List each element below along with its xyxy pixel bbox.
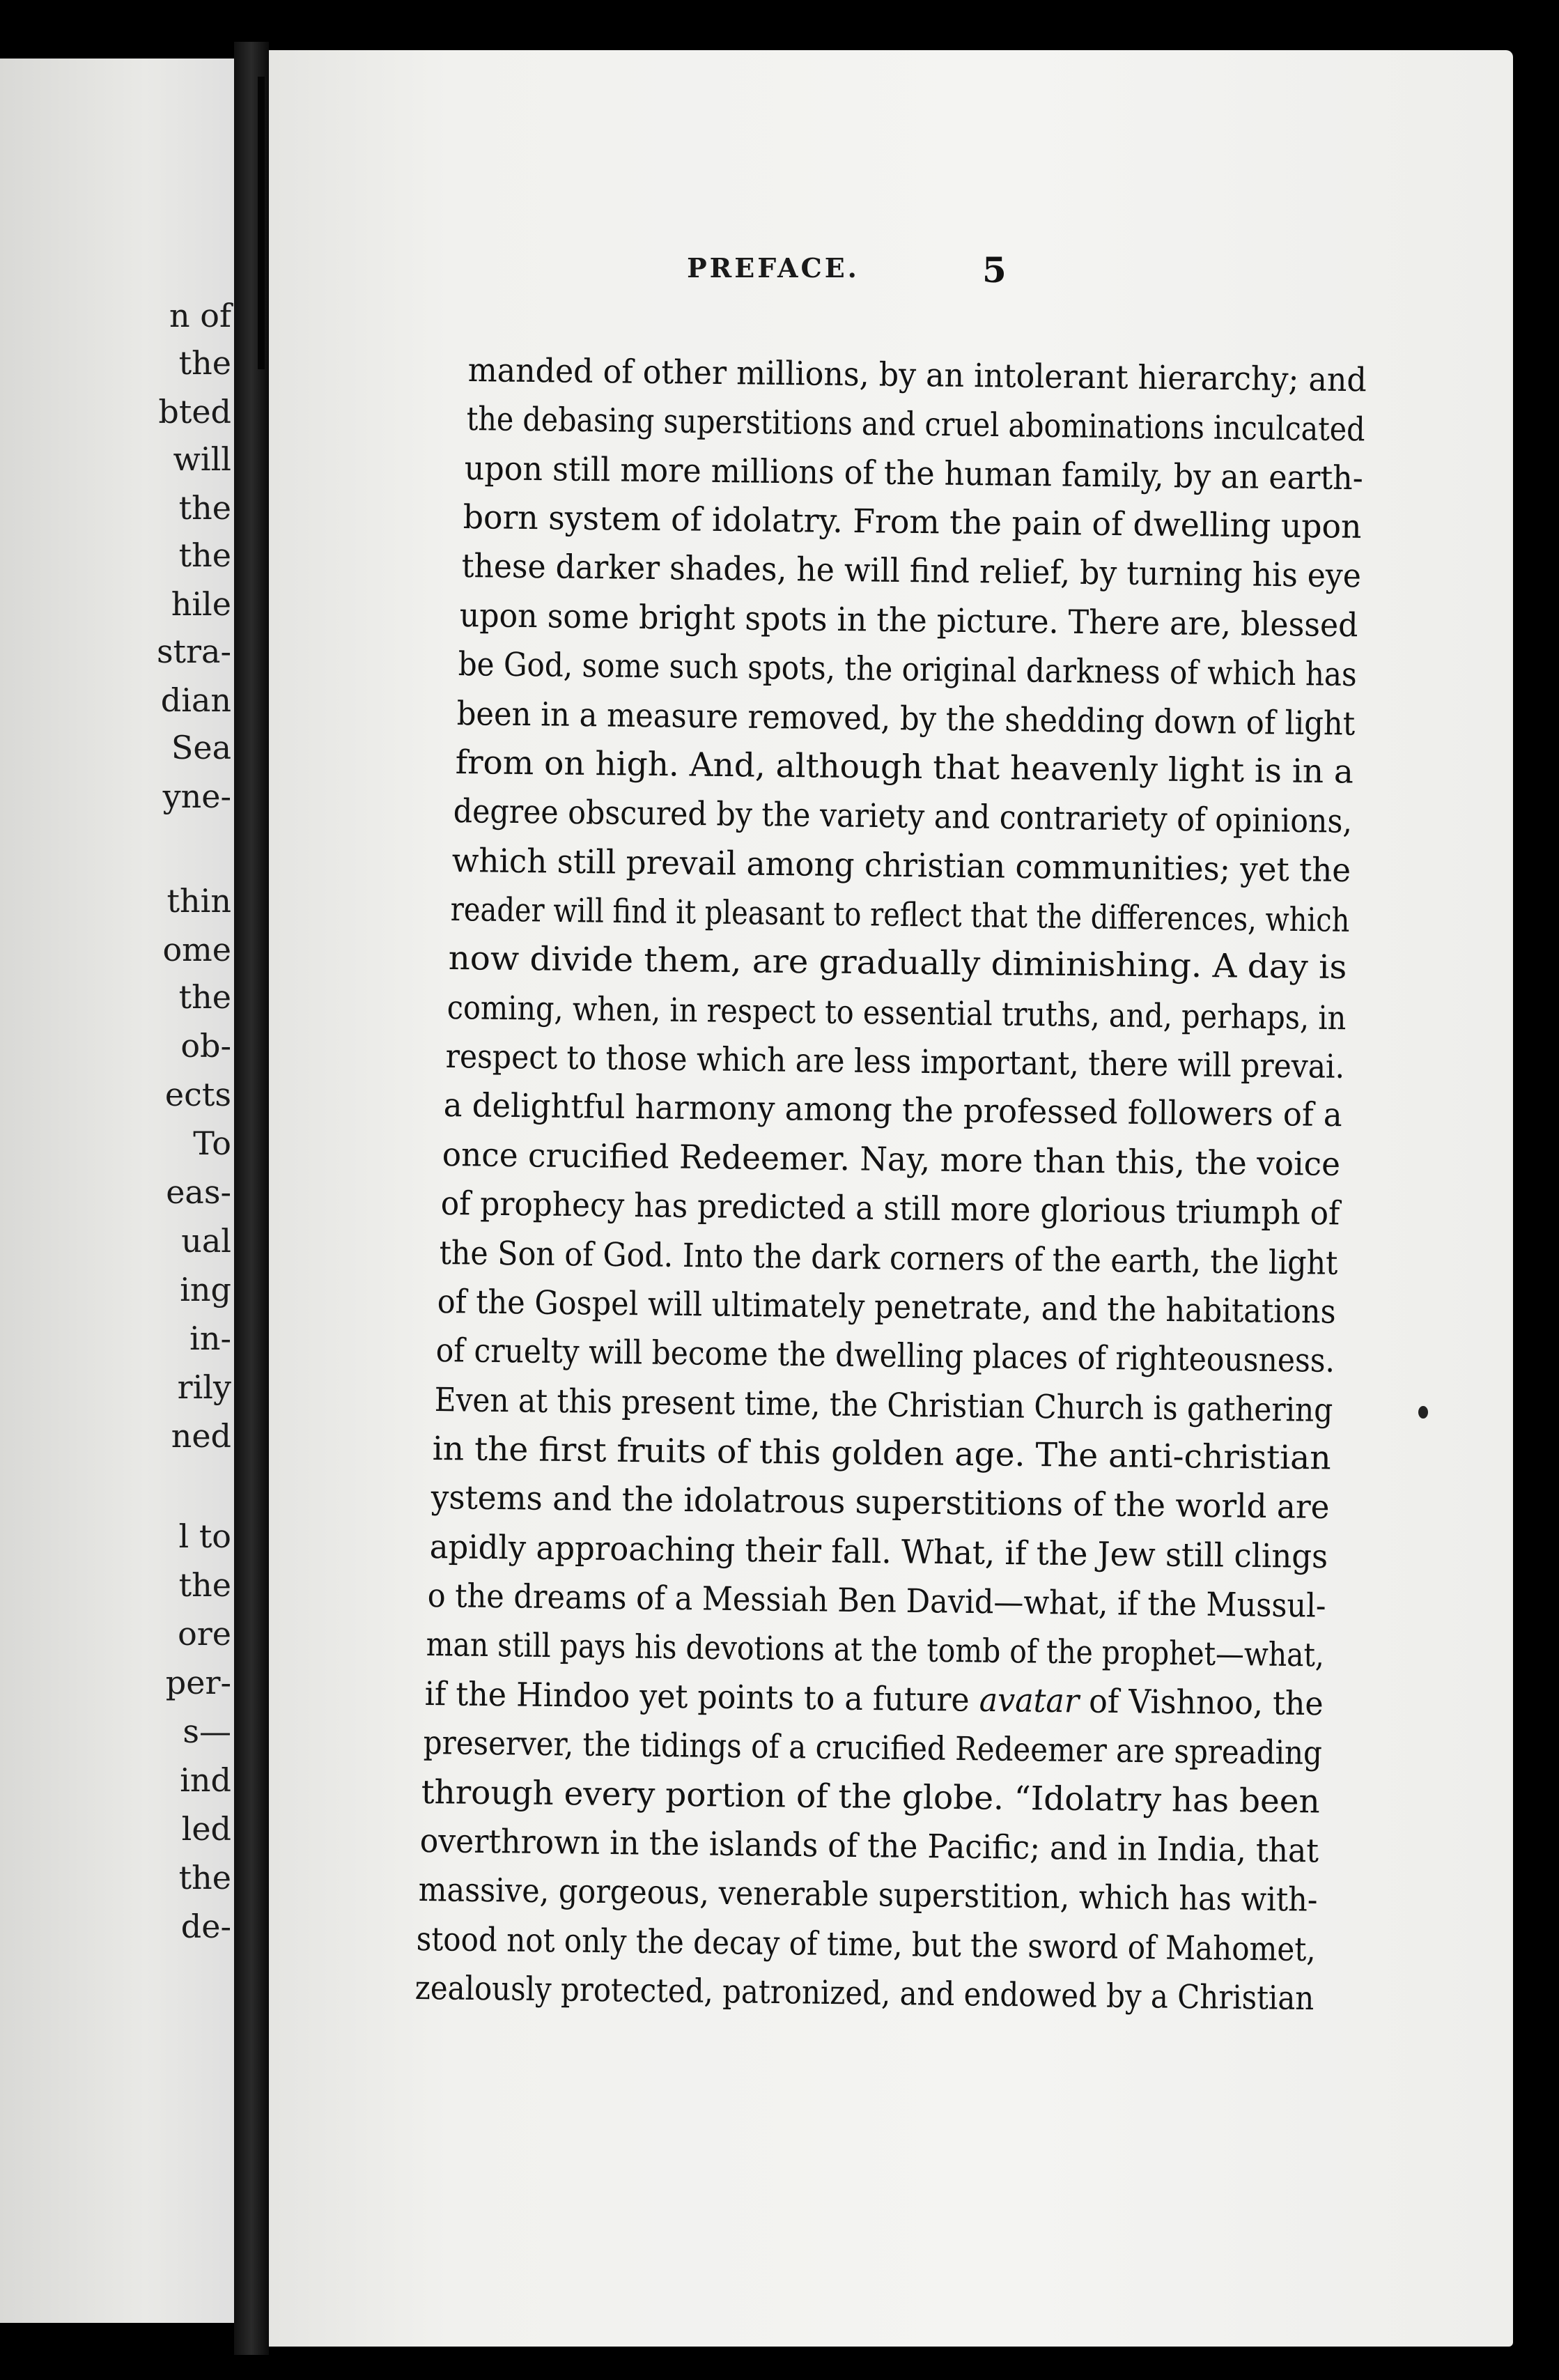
left-page-line: ind — [180, 1761, 231, 1799]
left-page-line: bted — [158, 393, 231, 431]
body-line: zealously protected, patronized, and endowed by a Christian — [414, 1969, 1314, 2018]
body-line: now divide them, are gradually diminishing. A day is — [448, 939, 1347, 987]
body-line: from on high. And, although that heavenly light is in a — [455, 743, 1354, 791]
left-page-line: yne- — [162, 778, 231, 815]
body-line: through every portion of the globe. “Idolatry has been — [421, 1773, 1320, 1821]
left-page-line: ore — [178, 1615, 231, 1653]
left-page-line: thin — [166, 882, 231, 920]
left-page-line: s— — [183, 1713, 231, 1750]
body-line: upon some bright spots in the picture. There are, blessed — [459, 596, 1358, 645]
body-line: manded of other millions, by an intolerant hierarchy; and — [467, 351, 1367, 400]
ink-speck — [1418, 1406, 1428, 1419]
body-line: of prophecy has predicted a still more glorious triumph of — [440, 1184, 1340, 1233]
body-line: preserver, the tidings of a crucified Redeemer are spreading — [423, 1724, 1323, 1773]
left-page-line: per- — [165, 1664, 231, 1701]
left-page-line: will — [173, 440, 231, 478]
italic-word: avatar — [979, 1680, 1080, 1721]
body-line: be God, some such spots, the original darkness of which has — [458, 645, 1357, 695]
body-line: apidly approaching their fall. What, if the Jew still clings — [429, 1528, 1328, 1577]
body-line: Even at this present time, the Christian Church is gathering — [434, 1381, 1333, 1430]
left-page-line: the — [178, 1859, 231, 1896]
left-page-line: the — [178, 1566, 231, 1604]
page-number: 5 — [982, 249, 1007, 291]
body-line: once crucified Redeemer. Nay, more than this, the voice — [442, 1136, 1341, 1184]
body-line: these darker shades, he will find relief, by turning his eye — [461, 547, 1362, 596]
body-line: degree obscured by the variety and contrariety of opinions, — [453, 792, 1353, 841]
left-page-line: ob- — [180, 1027, 231, 1065]
left-page-line: eas- — [166, 1173, 231, 1211]
body-line-segment: if the Hindoo yet points to a future — [424, 1675, 980, 1720]
left-page-line: the — [178, 489, 231, 527]
body-line: stood not only the decay of time, but the sword of Mahomet, — [416, 1920, 1316, 1970]
body-line: reader will find it pleasant to reflect that the differences, which — [450, 890, 1350, 940]
body-line — [424, 1675, 1324, 1724]
left-page-line: led — [181, 1810, 231, 1848]
body-line: in the first fruits of this golden age. The anti-christian — [432, 1430, 1331, 1478]
body-line: been in a measure removed, by the shedding down of light — [456, 695, 1356, 743]
left-page-line: dian — [160, 681, 231, 719]
body-line: overthrown in the islands of the Pacific; and in India, that — [419, 1822, 1319, 1871]
body-line: a delightful harmony among the professed followers of a — [443, 1086, 1342, 1135]
left-page-line: ned — [171, 1417, 231, 1455]
body-line: the debasing superstitions and cruel abominations inculcated — [466, 400, 1365, 449]
body-line: massive, gorgeous, venerable superstition, which has with- — [418, 1871, 1318, 1919]
body-line: of the Gospel will ultimately penetrate, and the habitations — [437, 1283, 1336, 1331]
left-page-line: Sea — [171, 729, 231, 766]
body-line: of cruelty will become the dwelling places of righteousness. — [435, 1331, 1335, 1380]
left-page-line: ects — [164, 1076, 231, 1113]
body-line: which still prevail among christian communities; yet the — [451, 842, 1351, 890]
left-page-line: ome — [162, 931, 231, 968]
left-page-line: the — [178, 978, 231, 1016]
left-page-line: in- — [189, 1320, 231, 1357]
left-page-line: hile — [171, 585, 231, 623]
left-page-line: l to — [178, 1517, 231, 1555]
left-page-line: To — [193, 1125, 231, 1162]
left-page-line: the — [178, 536, 231, 574]
body-line: upon still more millions of the human family, by an earth- — [464, 449, 1364, 498]
body-line: born system of idolatry. From the pain of dwelling upon — [463, 498, 1362, 546]
left-page-line: the — [178, 344, 231, 382]
body-line: respect to those which are less important, there will prevai. — [445, 1037, 1345, 1086]
body-line: the Son of God. Into the dark corners of the earth, the light — [439, 1234, 1338, 1283]
body-line-segment: of Vishnoo, the — [1078, 1682, 1324, 1724]
body-line: ystems and the idolatrous superstitions of the world are — [431, 1478, 1330, 1527]
left-page-line: rily — [177, 1368, 231, 1406]
body-line: o the dreams of a Messiah Ben David—what, if the Mussul- — [427, 1577, 1326, 1625]
left-page-line: de- — [180, 1908, 231, 1945]
left-page-line: ing — [180, 1271, 231, 1308]
left-page-line: stra- — [156, 633, 231, 670]
body-line: coming, when, in respect to essential truths, and, perhaps, in — [447, 989, 1347, 1038]
left-page-line: ual — [181, 1222, 231, 1260]
body-line: man still pays his devotions at the tomb of the prophet—what, — [426, 1625, 1325, 1675]
left-page-line: n of — [169, 297, 231, 334]
running-head: PREFACE. — [687, 252, 860, 284]
